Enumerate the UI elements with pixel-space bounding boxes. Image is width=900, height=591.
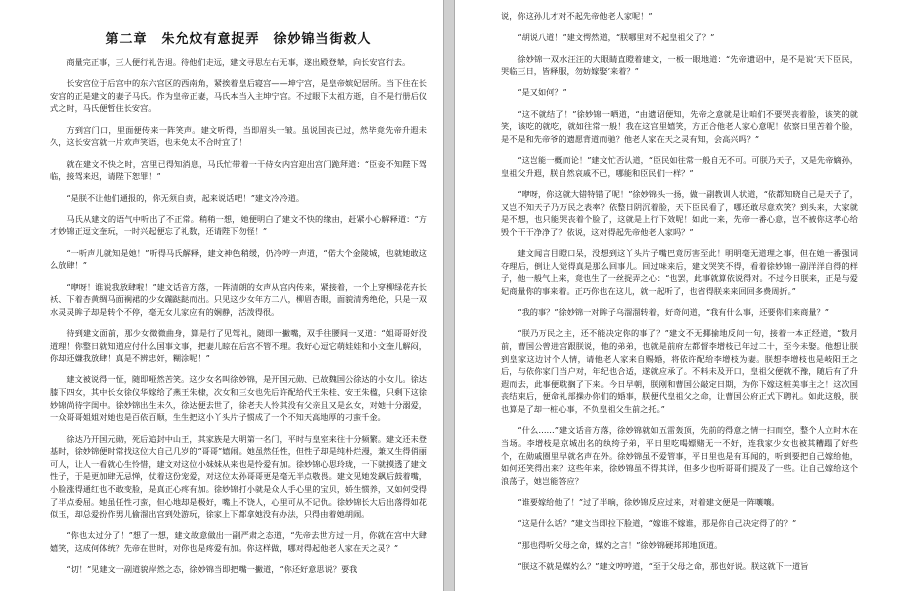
paragraph: “朕乃万民之主，还不能决定你的事了？”建文不无揶揄地反问一句，接着一本正经道，“数月前，曹国公曾进宫跟朕说，他的弟弟，也就是前府左都督李增枝已年过二十，至今未娶。他想让朕到皇家这边讨个人情，请他老人家来自赐婚，将依许配给李增枝为妻。朕想李增枝也是岐阳王之后，与依你家门当户对，年纪也合适，遂就应承了。不料未及开口，皇祖父便就不豫，随后有了升遐而去，此事便耽搁了下来。今日早朝，朕刚和曹国公敲定日期，为你下嫁这桩美事主之！这次国丧结束后，便命礼部操办你们的婚事，朕便代皇祖父之命，让曹国公府正式下聘礼。如此这般，朕也算是了却一桩心事，不负皇祖父生前之托。” [501, 328, 858, 415]
page-divider [443, 0, 455, 591]
paragraph: “一听声儿就知是她！”听得马氏解释，建文神色稍缓，仍冷哼一声道，“偌大个金陵城，也就她敢这么放肆！” [50, 247, 427, 271]
paragraph: “什么……”建文话音方落，徐妙锦就如五雷轰顶，先前的得意之情一扫而空，整个人立时木在当场。李增枝是京城出名的纨绔子弟，平日里吃喝嫖赌无一不好，连我家少女也被其糟蹋了好些个，在勋戚圈里早就名声在外。徐妙锦虽不爱管事，平日里也是有耳闻的，听到要把自己嫁给他，如何还笑得出来？这些年来，徐妙锦虽不得其详，但多少也听哥哥们提及了一些。让自己嫁给这个浪荡子，她岂能答应？ [501, 425, 858, 486]
paragraph: “这是什么话？”建文当即拉下脸道，“嫁谁不嫁谁，那是你自己决定得了的？” [517, 518, 797, 529]
paragraph: 方到宫门口，里面便传来一阵笑声。建文听得，当即眉头一皱。虽说国丧已过，然毕竟先帝升遐未久，这长安宫就一片欢声笑语，也未免太不合时宜了！ [50, 124, 427, 148]
paragraph: 长安宫位于后宫中的东六宫区的西南角，紧挨着皇后寝宫——坤宁宫，是皇帝嫔妃居所。当下住在长安宫的正是建文的妻子马氏。作为皇帝正妻，马氏本当入主坤宁宫。不过眼下太祖方逝，自不是行册后仪式之时，马氏便暂住长安宫。 [50, 78, 427, 114]
paragraph: “咿呀！谁说我放肆啦！”建文话音方落，一阵清朗的女声从宫内传来，紧接着，一个上穿柳绿花卉长袄、下着杏黄绸马面裥裙的少女蹦跶跶而出。只见这少女年方二八，柳眉杏眼，面貌清秀绝伦，只是一双水灵灵眸子却是转个不停，毫无女儿家应有的娴静，活泼得很。 [50, 281, 427, 317]
paragraph: “切！”见建文一副道貌岸然之态，徐妙锦当即把嘴一撇道，“你还好意思说？要我 [66, 564, 358, 575]
paragraph: 马氏从建文的语气中听出了不正常。稍稍一想，她便明白了建文不快的缘由，赶紧小心解释道：“方才妙锦正逗文奎玩，一时兴起便忘了礼数，还请陛下勿怪！” [50, 213, 427, 237]
paragraph: “你也太过分了！”想了一想，建文故意做出一副严肃之态道，“先帝去世方过一月，你就在宫中大肆嬉笑，这成何体统？先帝在世时，对你也是疼爱有加。你这样做，哪对得起他老人家在天之灵？” [50, 530, 427, 553]
paragraph: 就在建文不快之时，宫里已得知消息，马氏忙带着一干侍女内宫迎出宫门跪拜道：“臣妾不知陛下驾临，接驾来迟，请陛下恕罪！” [50, 158, 427, 182]
chapter-title: 第二章 朱允炆有意捉弄 徐妙锦当街救人 [105, 32, 372, 47]
paragraph: “这不就结了！”徐妙锦一哂道，“由遗诏便知，先帝之意就是让咱们不要哭丧着脸，该笑的就笑，该吃的就吃，就如往常一般！我在这宫里嬉笑，方正合他老人家心意呢！依察日里苦着个脸，是不是和先帝爷的遗愿背道而驰？他老人家在天之灵有知，会高兴吗？” [501, 108, 858, 144]
paragraph: 徐达乃开国元勋，死后追封中山王，其家族是大明第一名门，平时与皇室来往十分频繁。建文还未登基时，徐妙锦便时常找这位大自己几岁的“哥哥”嬉闹。她虽然任性，但性子却是纯朴烂漫，兼又生得俏丽可人，让人一看就心生怜惜，建文对这位小妹妹从来也是怜爱有加。徐妙锦心思玲珑，一下就摸透了建文性子，于是更加肆无忌惮，仗着这份宠爱，对这位太孙哥哥更是毫无半点敬畏。建文见她发飙后鼓着嘴，小脸涨得通红也不敢变脸，是真正心疼有加。徐妙锦打小就是众人手心里的宝贝，娇生惯养，又如何受得了半点委屈。她虽任性刁蛮，但心地却是极好，嘴上不饶人，心里可从不记仇。徐妙锦长大后出落得如花似玉，却总爱扮作男儿偷溜出宫到处游玩，徐家上下都拿她没有办法，只得由着她胡闹。 [50, 433, 427, 520]
paragraph: “我的事？”徐妙锦一对眸子乌溜溜转着，好奇问道，“我有什么事，还要你们来商量？” [517, 307, 829, 318]
right-page [455, 0, 900, 591]
paragraph: “这岂能一概而论！”建文忙否认道，“臣民如往常一般自无不可。可朕乃天子，又是先帝嫡孙，皇祖父升遐，朕自然哀戚不已，哪能和臣民们一样？” [501, 155, 858, 178]
paragraph: 说，你这孙儿才对不起先帝他老人家呢！” [501, 11, 653, 21]
paragraph: 建文闻言目瞪口呆，没想到这丫头片子嘴巴竟厉害至此！明明毫无道理之事，但在她一番强词夺理后，倒让人觉得真是那么回事儿。回过味来后，建文哭笑不得，看着徐妙锦一副洋洋自得的样子，他一般气上来，竟也生了一丝捉弄之心：“也罢，此事就算依说得对。不过今日朕来，正是与爱妃商量你的事来着。正巧你也在这儿，就一起听了，也省得朕来来回回多费周折。” [501, 248, 858, 296]
paragraph: 商量完正事，三人便行礼告退。待他们走远，建文寻思左右无事，遂出殿登辇，向长安宫行去。 [66, 57, 411, 67]
paragraph: 建文被说得一怔，随即哑然苦笑。这少女名叫徐妙锦，是开国元勋、已故魏国公徐达的小女儿。徐达膝下四女，其中长女徐仪华嫁给了燕王朱棣，次女和三女也先后许配给代王朱桂、安王朱楹，只剩下这徐妙锦尚待字闺中。徐妙锦出生未久，徐达便去世了，徐老夫人怜其没有父亲且又是幺女，对她十分溺爱，一众哥哥姐姐对她也是百依百顺，生生把这小丫头片子惯成了一个不知天高地厚的刁蛮千金。 [50, 374, 427, 423]
paragraph: 徐妙锦一双水汪汪的大眼睛直瞪着建文，一板一眼地道：“先帝遗诏中，是不是说‘天下臣民，哭临三日，皆释服，勿妨嫁娶’来着？” [501, 53, 858, 77]
paragraph: “咿呀，你这就大错特错了呢！”徐妙锦头一扬，做一副教训人状道，“依都知晓自己是天子了，又岂不知天子乃万民之表率？依整日阴沉着脸，天下臣民看了，哪还敢尽意欢笑？到头来，大家就是不想，也只能哭丧着个脸了，这就是上行下效呢！如此一来，先帝一番心意，岂不被你这孝心给毁个干干净净了？依说，这对得起先帝他老人家吗？” [501, 189, 858, 237]
paragraph: “胡说八道！”建文愕然道，“朕哪里对不起皇祖父了？” [517, 32, 715, 43]
paragraph: “是朕不让他们通报的，你无须自责，起来说话吧！”建文冷冷道。 [66, 192, 305, 203]
paragraph: “那也得听父母之命，媒妁之言！”徐妙锦硬邦邦地顶道。 [517, 539, 723, 550]
paragraph: “谁要嫁给他了！”过了半晌，徐妙锦反应过来，对着建文便是一阵嚷嚷。 [517, 496, 780, 507]
paragraph: 待到建文面前，那少女微微曲身，算是行了见驾礼，随即一撇嘴，双手往腰间一叉道：“姐哥哥好没道理！你整日就知道应付什么国事文事，把妻儿晾在后宫不管不理。我好心逗它萌娃娃和小文奎儿解闷，你却还嫌我放肆！真是不辨忠奸，糊涂呢！” [50, 328, 427, 364]
paragraph: “朕这不就是媒妁么？”建文哼哼道，“至于父母之命，那也好说。朕这就下一道旨 [517, 560, 809, 571]
paragraph: “是又如何？” [517, 87, 567, 98]
left-page [0, 0, 443, 591]
